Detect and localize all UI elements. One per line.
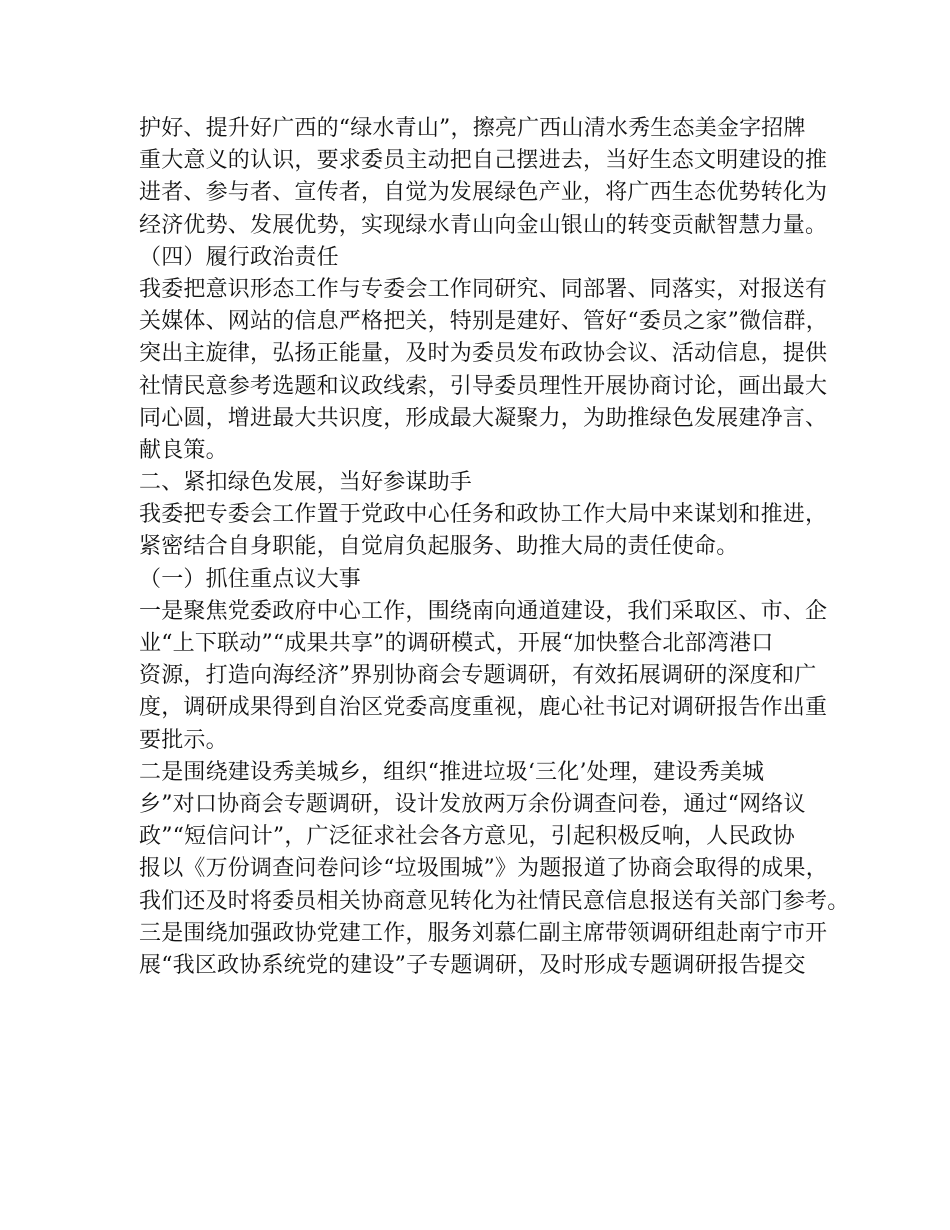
- section-heading: （四）履行政治责任: [139, 244, 339, 270]
- paragraph-line: 我们还及时将委员相关协商意见转化为社情民意信息报送有关部门参考。: [139, 888, 850, 914]
- paragraph-line: 政”“短信问计”，广泛征求社会各方意见，引起积极反响，人民政协: [139, 824, 795, 850]
- document-body: [139, 113, 850, 982]
- paragraph-line: 经济优势、发展优势，实现绿水青山向金山银山的转变贡献智慧力量。: [139, 212, 828, 238]
- paragraph-line: 度，调研成果得到自治区党委高度重视，鹿心社书记对调研报告作出重: [139, 695, 828, 721]
- paragraph-line: 我委把专委会工作置于党政中心任务和政协工作大局中来谋划和推进，: [139, 502, 828, 528]
- paragraph-line: 业“上下联动”“成果共享”的调研模式，开展“加快整合北部湾港口: [139, 631, 774, 656]
- paragraph-line: 一是聚焦党委政府中心工作，围绕南向通道建设，我们采取区、市、企: [139, 598, 828, 624]
- paragraph-line: 要批示。: [139, 727, 228, 753]
- paragraph-line: 我委把意识形态工作与专委会工作同研究、同部署、同落实，对报送有: [139, 276, 828, 302]
- section-heading: 二、紧扣绿色发展，当好参谋助手: [139, 470, 473, 496]
- paragraph-line: 资源，打造向海经济”界别协商会专题调研，有效拓展调研的深度和广: [139, 663, 817, 689]
- paragraph-line: 二是围绕建设秀美城乡，组织“推进垃圾‘三化’处理，建设秀美城: [139, 759, 765, 785]
- paragraph-line: 社情民意参考选题和议政线索，引导委员理性开展协商讨论，画出最大: [139, 373, 828, 399]
- paragraph-line: 同心圆，增进最大共识度，形成最大凝聚力，为助推绿色发展建净言、: [139, 405, 828, 431]
- paragraph-line: 进者、参与者、宣传者，自觉为发展绿色产业，将广西生态优势转化为: [139, 180, 828, 206]
- paragraph-line: 突出主旋律，弘扬正能量，及时为委员发布政协会议、活动信息，提供: [139, 341, 828, 367]
- paragraph-line: 献良策。: [139, 437, 228, 463]
- paragraph-line: 紧密结合自身职能，自觉肩负起服务、助推大局的责任使命。: [139, 534, 739, 560]
- paragraph-line: 三是围绕加强政协党建工作，服务刘慕仁副主席带领调研组赴南宁市开: [139, 920, 828, 946]
- paragraph-line: 重大意义的认识，要求委员主动把自己摆进去，当好生态文明建设的推: [139, 148, 828, 174]
- paragraph-line: 展“我区政协系统党的建设”子专题调研，及时形成专题调研报告提交: [139, 952, 806, 978]
- paragraph-line: 护好、提升好广西的“绿水青山”，擦亮广西山清水秀生态美金字招牌: [139, 116, 806, 141]
- paragraph-line: 乡”对口协商会专题调研，设计发放两万余份调查问卷，通过“网络议: [139, 791, 806, 817]
- paragraph-line: 关媒体、网站的信息严格把关，特别是建好、管好“委员之家”微信群，: [139, 309, 828, 335]
- paragraph-line: 报以《万份调查问卷问诊“垃圾围城”》为题报道了协商会取得的成果，: [139, 856, 828, 882]
- section-heading: （一）抓住重点议大事: [139, 566, 362, 592]
